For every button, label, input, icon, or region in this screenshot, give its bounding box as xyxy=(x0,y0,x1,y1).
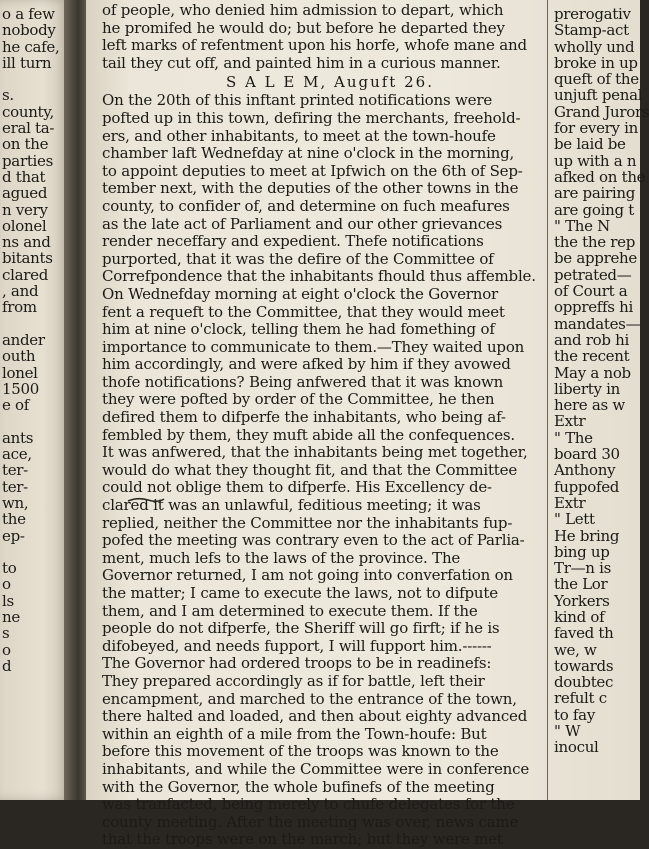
article-line: difobeyed, and needs fupport, I will fupport him.------ xyxy=(102,636,492,655)
left-page xyxy=(0,0,70,800)
article-line: they were pofted by order of the Committee, he then xyxy=(102,390,495,409)
article-line: people do not difperfe, the Sheriff will go firft; if he is xyxy=(102,619,500,638)
article-line: would do what they thought fit, and that the Committee xyxy=(102,460,517,479)
right-column-line: liberty in xyxy=(554,379,620,398)
right-column-line: be laid be xyxy=(554,135,626,154)
left-column-line: ls xyxy=(2,591,14,610)
right-column-line: Grand Jurors xyxy=(554,102,649,121)
article-line: ers, and other inhabitants, to meet at the town-houfe xyxy=(102,126,496,145)
main-page xyxy=(86,0,649,849)
left-column-line: ill turn xyxy=(2,53,52,72)
right-column-line: oppreffs hi xyxy=(554,298,634,317)
right-column-line: " The N xyxy=(554,216,611,235)
right-column-line: queft of the xyxy=(554,70,639,89)
right-column-line: are going t xyxy=(554,200,634,219)
left-column-line: ns and xyxy=(2,233,51,252)
left-column-line: o xyxy=(2,640,11,659)
article-line: county, to confider of, and determine on fuch meafures xyxy=(102,196,510,215)
right-column-line: are pairing xyxy=(554,184,636,203)
right-column-line: for every in xyxy=(554,119,639,138)
article-line: could not oblige them to difperfe. His Excellency de- xyxy=(102,478,492,497)
article-line: It was anfwered, that the inhabitants being met together, xyxy=(102,443,528,462)
article-line: tember next, with the deputies of the other towns in the xyxy=(102,179,519,198)
article-line: that the troops were on the march; but they were met xyxy=(102,830,503,849)
left-column-line: ace, xyxy=(2,445,32,464)
article-line: On Wednefday morning at eight o'clock the Governor xyxy=(102,284,499,303)
right-column-line: to fay xyxy=(554,705,595,724)
article-line: The Governor had ordered troops to be in readinefs: xyxy=(102,654,492,673)
article-line: before this movement of the troops was known to the xyxy=(102,742,499,761)
left-column-line: the xyxy=(2,510,26,529)
left-column-line: county, xyxy=(2,102,54,121)
right-column-line: Extr xyxy=(554,412,586,431)
right-column-line: the Lor xyxy=(554,575,608,594)
left-column-line: ter- xyxy=(2,461,28,480)
article-line: fent a requeft to the Committee, that they would meet xyxy=(102,302,505,321)
right-column-line: Stamp-act xyxy=(554,21,629,40)
left-column-line: olonel xyxy=(2,216,47,235)
article-line: to appoint deputies to meet at Ipfwich on the 6th of Sep- xyxy=(102,161,523,180)
left-column-line: ants xyxy=(2,428,34,447)
right-column-line: " Lett xyxy=(554,510,595,529)
right-column-line: here as w xyxy=(554,396,625,415)
left-column-line: agued xyxy=(2,184,48,203)
article-line: replied, neither the Committee nor the inhabitants fup- xyxy=(102,513,513,532)
left-column-line: s. xyxy=(2,86,14,105)
right-column-line: May a nob xyxy=(554,363,631,382)
left-column-line xyxy=(2,71,68,87)
article-line: within an eighth of a mile from the Town-houfe: But xyxy=(102,724,487,743)
article-line: defired them to difperfe the inhabitants, who being af- xyxy=(102,408,506,427)
article-line: importance to communicate to them.—They waited upon xyxy=(102,337,525,356)
right-column-line: broke in up xyxy=(554,53,638,72)
article-line: fembled by them, they muft abide all the confequences. xyxy=(102,425,516,444)
right-column-line: faved th xyxy=(554,624,614,643)
left-column-line: from xyxy=(2,298,37,317)
article-line: ment, much lefs to the laws of the province. The xyxy=(102,548,461,567)
left-column-line: ep- xyxy=(2,526,25,545)
left-column-line xyxy=(2,544,68,560)
right-column-line: kind of xyxy=(554,607,605,626)
right-column-line: " The xyxy=(554,428,593,447)
right-column-line: unjuft penal xyxy=(554,86,643,105)
article-body xyxy=(102,92,558,849)
left-column-line: ander xyxy=(2,330,45,349)
article-line: him at nine o'clock, telling them he had fomething of xyxy=(102,320,495,339)
article-line: purported, that it was the defire of the Committee of xyxy=(102,249,494,268)
left-column-line: s xyxy=(2,624,10,643)
left-column-fragments xyxy=(2,6,68,674)
left-column-line: clared xyxy=(2,265,48,284)
right-column-line: Anthony xyxy=(554,461,616,480)
right-column-line: wholly und xyxy=(554,37,635,56)
article-line: him accordingly, and were afked by him if they avowed xyxy=(102,355,511,374)
right-column-line: doubtec xyxy=(554,673,614,692)
right-column-line: afked on the xyxy=(554,167,646,186)
article-line: render neceffary and expedient. Thefe notifications xyxy=(102,232,484,251)
right-column-line: mandates— xyxy=(554,314,641,333)
left-column-line: nobody xyxy=(2,21,56,40)
article-line: inhabitants, and while the Committee were in conference xyxy=(102,759,529,778)
article-line: clared it was an unlawful, feditious meeting; it was xyxy=(102,496,481,515)
article-line: encampment, and marched to the entrance of the town, xyxy=(102,689,517,708)
right-column-line: up with a n xyxy=(554,151,637,170)
article-line: Governor returned, I am not going into converfation on xyxy=(102,566,513,585)
right-column-line: we, w xyxy=(554,640,597,659)
left-column-line: n very xyxy=(2,200,48,219)
article-line: pofted up in this town, defiring the merchants, freehold- xyxy=(102,108,521,127)
left-column-line: eral ta- xyxy=(2,119,55,138)
article-line: the matter; I came to execute the laws, not to difpute xyxy=(102,584,498,602)
article-line: tail they cut off, and painted him in a curious manner. xyxy=(102,53,501,72)
left-column-line: o a few xyxy=(2,5,55,23)
left-column-line: e of xyxy=(2,396,30,415)
right-column-line: fuppofed xyxy=(554,477,620,496)
article-line: was tranfacted, being merely to chufe delegates for the xyxy=(102,795,515,814)
article-line: he promifed he would do; but before he departed they xyxy=(102,18,505,37)
right-column-line: board 30 xyxy=(554,445,620,464)
article-line: with the Governor, the whole bufinefs of the meeting xyxy=(102,777,495,796)
article-line: thofe notifications? Being anfwered that it was known xyxy=(102,372,504,391)
left-column-line: to xyxy=(2,559,17,578)
left-column-line: ne xyxy=(2,607,20,626)
left-column-line: o xyxy=(2,575,11,594)
left-column-line: on the xyxy=(2,135,49,154)
right-column-line: and rob hi xyxy=(554,330,630,349)
right-column-line: Extr xyxy=(554,493,586,512)
right-column-line: bing up xyxy=(554,542,610,561)
article-column xyxy=(102,2,558,849)
article-line: pofed the meeting was contrary even to the act of Parlia- xyxy=(102,531,525,550)
right-column-line: prerogativ xyxy=(554,5,631,23)
right-column-line: refult c xyxy=(554,689,607,708)
article-line: county meeting. After the meeting was over, news came xyxy=(102,812,519,831)
right-column-fragments xyxy=(554,5,649,757)
article-line: On the 20th of this inftant printed notifications were xyxy=(102,91,493,110)
right-column-line: the recent xyxy=(554,347,630,366)
left-column-line: d that xyxy=(2,167,46,186)
article-line: chamber laft Wednefday at nine o'clock in the morning, xyxy=(102,144,515,163)
left-column-line: wn, xyxy=(2,493,29,512)
right-column-line: of Court a xyxy=(554,282,628,301)
left-column-line xyxy=(2,316,68,332)
article-line: there halted and loaded, and then about eighty advanced xyxy=(102,707,528,726)
article-line: of people, who denied him admission to depart, which xyxy=(102,1,504,19)
left-column-line: ter- xyxy=(2,477,28,496)
pen-mark xyxy=(126,495,166,505)
article-line: left marks of refentment upon his horfe, whofe mane and xyxy=(102,36,527,55)
right-column-line: petrated— xyxy=(554,265,632,284)
left-column-line: parties xyxy=(2,151,54,170)
left-column-line: bitants xyxy=(2,249,53,268)
article-line: as the late act of Parliament and our other grievances xyxy=(102,214,503,233)
left-column-line: , and xyxy=(2,282,39,301)
left-column-line: he cafe, xyxy=(2,37,60,56)
article-top-lines xyxy=(102,2,558,72)
right-column-line: " W xyxy=(554,722,581,741)
article-line: them, and I am determined to execute them. If the xyxy=(102,601,478,620)
left-column-line: lonel xyxy=(2,363,38,382)
left-column-line: outh xyxy=(2,347,36,366)
right-column-line: towards xyxy=(554,656,614,675)
right-column-line: Yorkers xyxy=(554,591,610,610)
right-column-line: He bring xyxy=(554,526,620,545)
right-column-line: inocul xyxy=(554,738,599,757)
column-rule xyxy=(547,0,548,800)
article-line: They prepared accordingly as if for battle, left their xyxy=(102,671,485,690)
left-column-line: 1500 xyxy=(2,379,39,398)
left-column-line xyxy=(2,413,68,429)
left-column-line: d xyxy=(2,656,12,675)
right-column-line: be apprehe xyxy=(554,249,637,268)
article-line: Correfpondence that the inhabitants fhould thus affemble. xyxy=(102,267,536,286)
salem-dateline: S A L E M, Auguft 26. xyxy=(226,73,434,92)
right-column-line: the the rep xyxy=(554,233,636,252)
right-column-line: Tr—n is xyxy=(554,559,611,578)
